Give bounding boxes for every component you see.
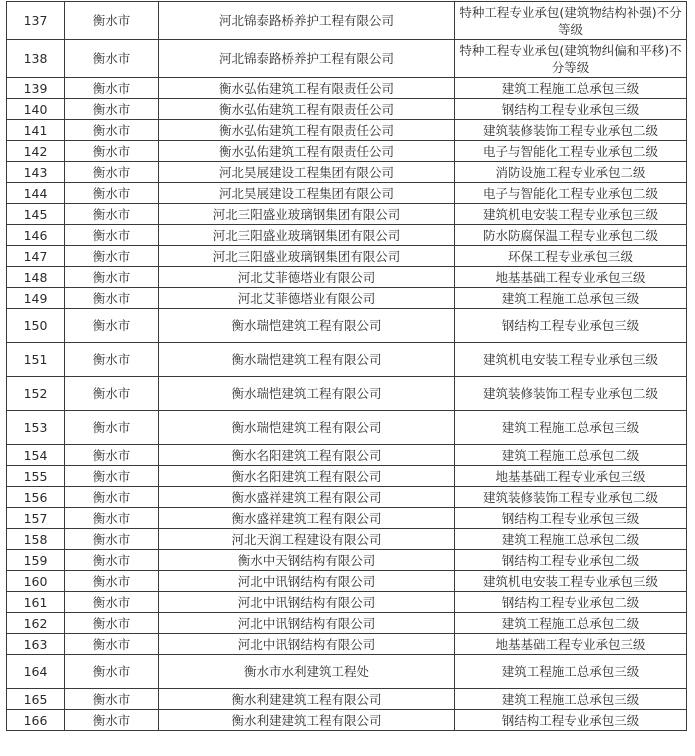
table-row	[7, 466, 687, 487]
table-row	[7, 508, 687, 529]
company-name-cell: 河北三阳盛业玻璃钢集团有限公司	[159, 225, 455, 246]
row-number: 161	[7, 592, 65, 613]
company-name-cell: 河北中讯钢结构有限公司	[159, 613, 455, 634]
qualification-cell: 建筑装修装饰工程专业承包二级	[455, 487, 687, 508]
company-name-cell: 河北三阳盛业玻璃钢集团有限公司	[159, 246, 455, 267]
table-row	[7, 120, 687, 141]
table-row	[7, 487, 687, 508]
table-row	[7, 40, 687, 78]
row-number: 145	[7, 204, 65, 225]
row-number: 146	[7, 225, 65, 246]
table-row	[7, 592, 687, 613]
city-cell: 衡水市	[65, 508, 159, 529]
qualification-cell: 环保工程专业承包三级	[455, 246, 687, 267]
table-row	[7, 529, 687, 550]
qualification-cell: 建筑机电安装工程专业承包三级	[455, 343, 687, 377]
table-row	[7, 343, 687, 377]
city-cell: 衡水市	[65, 99, 159, 120]
city-cell: 衡水市	[65, 225, 159, 246]
row-number: 157	[7, 508, 65, 529]
company-name-cell: 衡水弘佑建筑工程有限责任公司	[159, 99, 455, 120]
city-cell: 衡水市	[65, 550, 159, 571]
qualification-cell: 特种工程专业承包(建筑物纠偏和平移)不分等级	[455, 40, 687, 78]
city-cell: 衡水市	[65, 411, 159, 445]
qualification-cell: 电子与智能化工程专业承包二级	[455, 183, 687, 204]
qualification-cell: 建筑装修装饰工程专业承包二级	[455, 377, 687, 411]
city-cell: 衡水市	[65, 267, 159, 288]
table-row	[7, 309, 687, 343]
city-cell: 衡水市	[65, 377, 159, 411]
qualification-cell: 建筑工程施工总承包三级	[455, 655, 687, 689]
row-number: 156	[7, 487, 65, 508]
row-number: 144	[7, 183, 65, 204]
company-name-cell: 衡水瑞恺建筑工程有限公司	[159, 343, 455, 377]
company-name-cell: 河北中讯钢结构有限公司	[159, 571, 455, 592]
table-row	[7, 571, 687, 592]
table-row	[7, 288, 687, 309]
company-name-cell: 衡水名阳建筑工程有限公司	[159, 466, 455, 487]
company-name-cell: 衡水弘佑建筑工程有限责任公司	[159, 141, 455, 162]
qualification-cell: 建筑工程施工总承包三级	[455, 288, 687, 309]
company-name-cell: 河北艾菲德塔业有限公司	[159, 267, 455, 288]
city-cell: 衡水市	[65, 445, 159, 466]
company-name-cell: 衡水名阳建筑工程有限公司	[159, 445, 455, 466]
table-row	[7, 183, 687, 204]
row-number: 137	[7, 2, 65, 40]
company-name-cell: 衡水盛祥建筑工程有限公司	[159, 487, 455, 508]
city-cell: 衡水市	[65, 655, 159, 689]
company-name-cell: 河北三阳盛业玻璃钢集团有限公司	[159, 204, 455, 225]
city-cell: 衡水市	[65, 309, 159, 343]
row-number: 141	[7, 120, 65, 141]
company-name-cell: 衡水弘佑建筑工程有限责任公司	[159, 78, 455, 99]
row-number: 162	[7, 613, 65, 634]
city-cell: 衡水市	[65, 40, 159, 78]
row-number: 139	[7, 78, 65, 99]
row-number: 140	[7, 99, 65, 120]
table-row	[7, 162, 687, 183]
qualification-cell: 建筑工程施工总承包二级	[455, 529, 687, 550]
qualification-cell: 钢结构工程专业承包三级	[455, 99, 687, 120]
city-cell: 衡水市	[65, 141, 159, 162]
company-name-cell: 河北艾菲德塔业有限公司	[159, 288, 455, 309]
table-row	[7, 225, 687, 246]
table-row	[7, 267, 687, 288]
qualification-cell: 建筑工程施工总承包三级	[455, 78, 687, 99]
city-cell: 衡水市	[65, 343, 159, 377]
table-row	[7, 613, 687, 634]
row-number: 138	[7, 40, 65, 78]
table-row	[7, 445, 687, 466]
qualification-cell: 电子与智能化工程专业承包二级	[455, 141, 687, 162]
company-name-cell: 河北锦泰路桥养护工程有限公司	[159, 40, 455, 78]
city-cell: 衡水市	[65, 592, 159, 613]
row-number: 159	[7, 550, 65, 571]
row-number: 155	[7, 466, 65, 487]
company-name-cell: 衡水市水利建筑工程处	[159, 655, 455, 689]
row-number: 143	[7, 162, 65, 183]
city-cell: 衡水市	[65, 183, 159, 204]
city-cell: 衡水市	[65, 204, 159, 225]
city-cell: 衡水市	[65, 689, 159, 710]
row-number: 163	[7, 634, 65, 655]
row-number: 154	[7, 445, 65, 466]
city-cell: 衡水市	[65, 571, 159, 592]
row-number: 149	[7, 288, 65, 309]
city-cell: 衡水市	[65, 78, 159, 99]
row-number: 164	[7, 655, 65, 689]
table-row	[7, 377, 687, 411]
row-number: 148	[7, 267, 65, 288]
qualification-cell: 建筑装修装饰工程专业承包二级	[455, 120, 687, 141]
company-name-cell: 河北天润工程建设有限公司	[159, 529, 455, 550]
company-name-cell: 河北锦泰路桥养护工程有限公司	[159, 2, 455, 40]
row-number: 166	[7, 710, 65, 731]
qualification-cell: 建筑机电安装工程专业承包三级	[455, 204, 687, 225]
qualification-cell: 钢结构工程专业承包三级	[455, 309, 687, 343]
row-number: 160	[7, 571, 65, 592]
qualification-cell: 钢结构工程专业承包二级	[455, 592, 687, 613]
company-name-cell: 衡水瑞恺建筑工程有限公司	[159, 377, 455, 411]
qualification-cell: 钢结构工程专业承包二级	[455, 550, 687, 571]
qualification-table	[6, 1, 687, 731]
table-row	[7, 78, 687, 99]
company-name-cell: 衡水中天钢结构有限公司	[159, 550, 455, 571]
qualification-cell: 防水防腐保温工程专业承包二级	[455, 225, 687, 246]
table-row	[7, 204, 687, 225]
company-name-cell: 衡水瑞恺建筑工程有限公司	[159, 309, 455, 343]
qualification-cell: 特种工程专业承包(建筑物结构补强)不分等级	[455, 2, 687, 40]
company-name-cell: 衡水利建建筑工程有限公司	[159, 689, 455, 710]
row-number: 147	[7, 246, 65, 267]
city-cell: 衡水市	[65, 613, 159, 634]
city-cell: 衡水市	[65, 487, 159, 508]
table-row	[7, 710, 687, 731]
company-name-cell: 河北中讯钢结构有限公司	[159, 592, 455, 613]
row-number: 153	[7, 411, 65, 445]
row-number: 151	[7, 343, 65, 377]
qualification-cell: 建筑机电安装工程专业承包三级	[455, 571, 687, 592]
table-row	[7, 246, 687, 267]
qualification-cell: 建筑工程施工总承包三级	[455, 689, 687, 710]
qualification-cell: 钢结构工程专业承包三级	[455, 710, 687, 731]
city-cell: 衡水市	[65, 529, 159, 550]
city-cell: 衡水市	[65, 634, 159, 655]
company-name-cell: 河北中讯钢结构有限公司	[159, 634, 455, 655]
city-cell: 衡水市	[65, 466, 159, 487]
company-name-cell: 衡水瑞恺建筑工程有限公司	[159, 411, 455, 445]
qualification-cell: 地基基础工程专业承包三级	[455, 634, 687, 655]
table-row	[7, 634, 687, 655]
table-row	[7, 655, 687, 689]
row-number: 152	[7, 377, 65, 411]
city-cell: 衡水市	[65, 120, 159, 141]
company-name-cell: 衡水盛祥建筑工程有限公司	[159, 508, 455, 529]
company-name-cell: 河北昊展建设工程集团有限公司	[159, 183, 455, 204]
table-row	[7, 99, 687, 120]
table-row	[7, 141, 687, 162]
city-cell: 衡水市	[65, 288, 159, 309]
table-row	[7, 411, 687, 445]
qualification-cell: 建筑工程施工总承包二级	[455, 613, 687, 634]
row-number: 150	[7, 309, 65, 343]
company-name-cell: 衡水利建建筑工程有限公司	[159, 710, 455, 731]
city-cell: 衡水市	[65, 710, 159, 731]
company-name-cell: 河北昊展建设工程集团有限公司	[159, 162, 455, 183]
table-body	[7, 2, 687, 731]
qualification-cell: 地基基础工程专业承包三级	[455, 466, 687, 487]
qualification-cell: 消防设施工程专业承包二级	[455, 162, 687, 183]
table-row	[7, 2, 687, 40]
city-cell: 衡水市	[65, 162, 159, 183]
company-name-cell: 衡水弘佑建筑工程有限责任公司	[159, 120, 455, 141]
row-number: 165	[7, 689, 65, 710]
table-row	[7, 689, 687, 710]
qualification-cell: 钢结构工程专业承包三级	[455, 508, 687, 529]
city-cell: 衡水市	[65, 2, 159, 40]
qualification-cell: 地基基础工程专业承包三级	[455, 267, 687, 288]
row-number: 158	[7, 529, 65, 550]
table-row	[7, 550, 687, 571]
qualification-cell: 建筑工程施工总承包二级	[455, 445, 687, 466]
row-number: 142	[7, 141, 65, 162]
city-cell: 衡水市	[65, 246, 159, 267]
qualification-cell: 建筑工程施工总承包三级	[455, 411, 687, 445]
